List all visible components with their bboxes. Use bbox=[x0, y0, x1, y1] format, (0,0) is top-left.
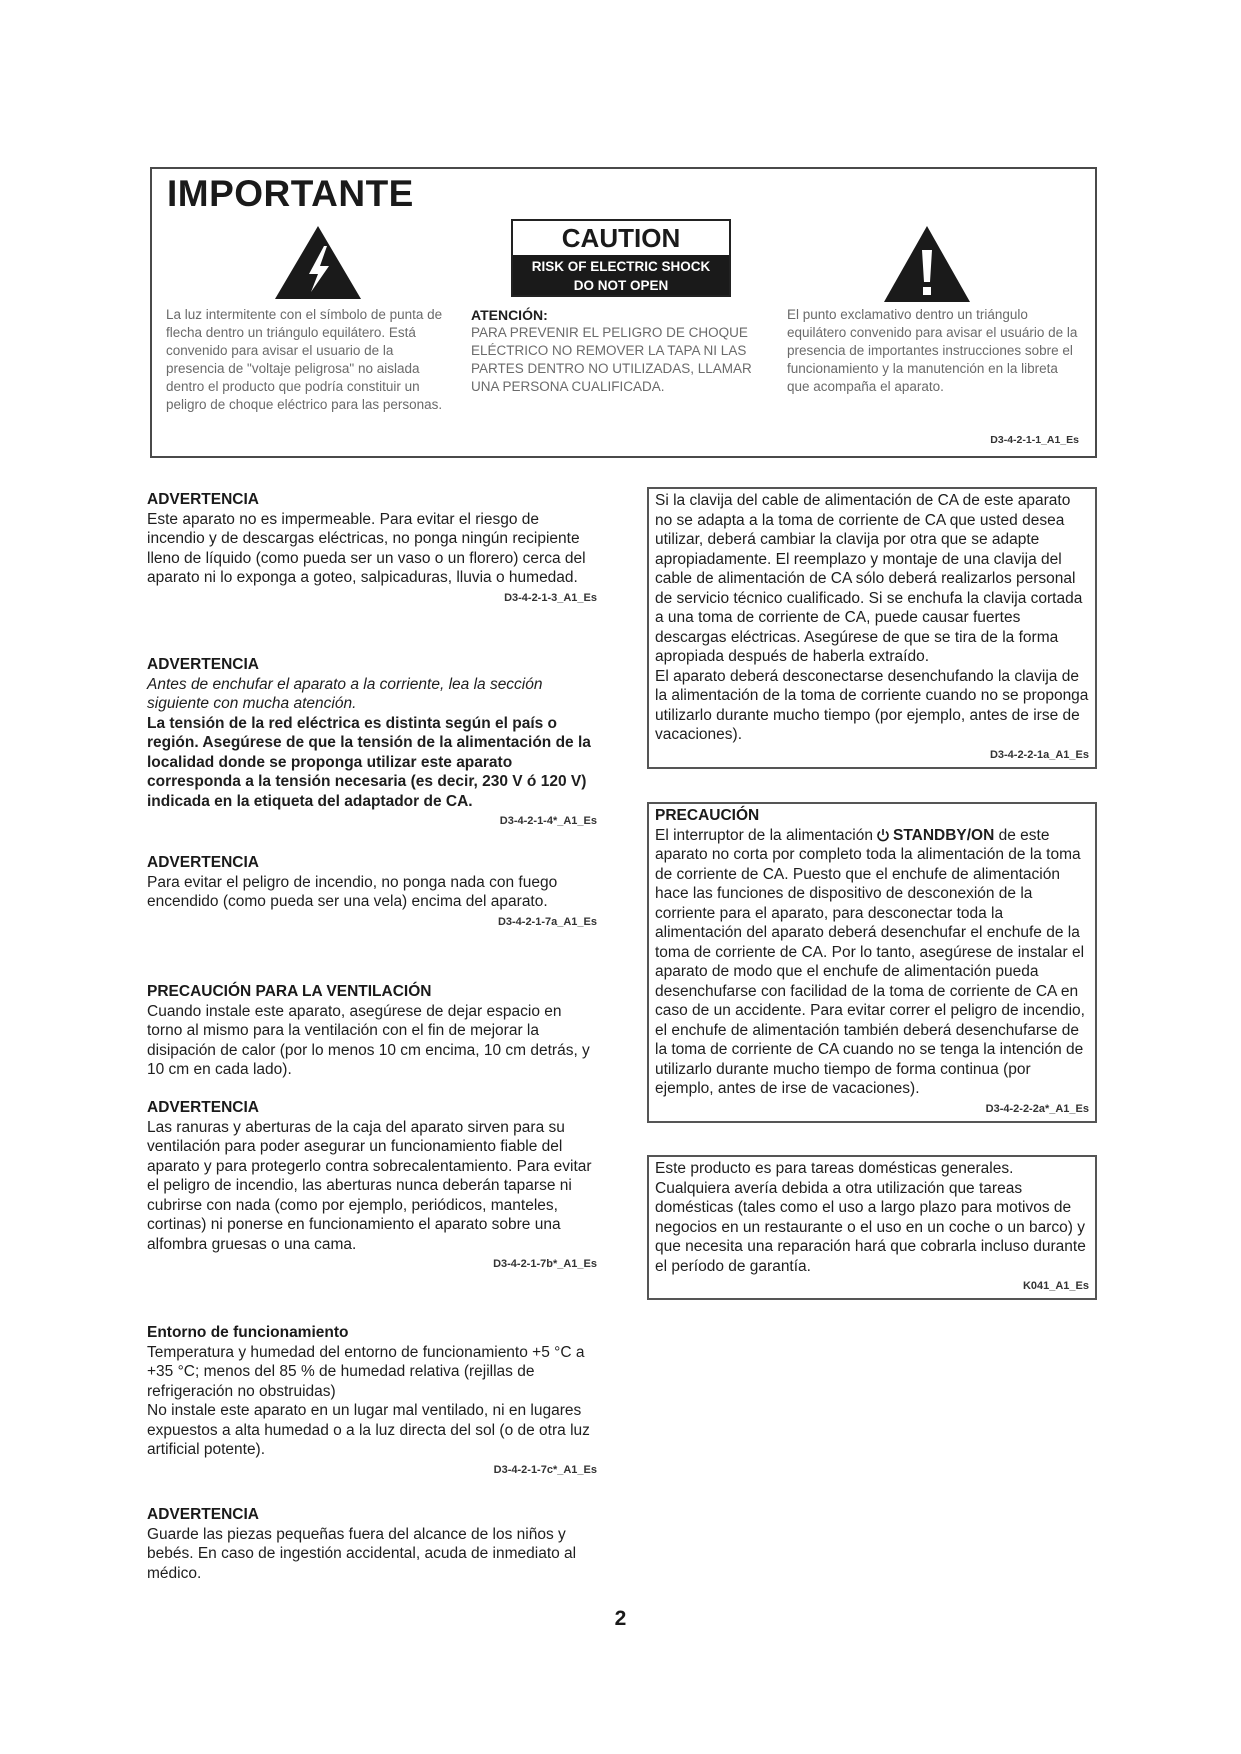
warning-openings bbox=[147, 1098, 597, 1274]
warning-voltage bbox=[147, 655, 597, 831]
atencion-block bbox=[471, 306, 766, 396]
section-body: Para evitar el peligro de incendio, no ponga nada con fuego encendido (como pueda ser una vela) encima del aparato. bbox=[147, 873, 558, 910]
ventilation-caution bbox=[147, 982, 597, 1080]
section-title: Entorno de funcionamiento bbox=[147, 1324, 349, 1341]
atencion-text: PARA PREVENIR EL PELIGRO DE CHOQUE ELÉCTRICO NO REMOVER LA TAPA NI LAS PARTES DENTRO NO UTILIZADAS, LLAMAR UNA PERSONA CUALIFICADA. bbox=[471, 325, 752, 394]
standby-on-label: STANDBY/ON bbox=[892, 826, 995, 844]
section-body: Guarde las piezas pequeñas fuera del alcance de los niños y bebés. En caso de ingestión accidental, acuda de inmediato al médico. bbox=[147, 1525, 577, 1582]
section-body: No instale este aparato en un lugar mal ventilado, ni en lugares expuestos a alta humedad o a la luz directa del sol (o de otra luz artificial potente). bbox=[147, 1402, 590, 1458]
warning-fire bbox=[147, 853, 597, 932]
caution-label bbox=[511, 219, 731, 297]
reference-code: D3-4-2-1-3_A1_Es bbox=[504, 591, 597, 604]
section-body: Este aparato no es impermeable. Para evitar el riesgo de incendio y de descargas eléctricas, no ponga ningún recipiente lleno de líquido (como pueda ser un vaso o un florero) cerca del aparato ni lo exponga a goteo, salpicaduras, lluvia o humedad. bbox=[147, 510, 586, 586]
importante-box bbox=[150, 167, 1097, 458]
reference-code: D3-4-2-2-1a_A1_Es bbox=[989, 748, 1089, 761]
section-body: Temperatura y humedad del entorno de funcionamiento +5 °C a +35 °C; menos del 85 % de humedad relativa (rejillas de refrigeración no obstruidas) bbox=[147, 1343, 585, 1400]
box-body-rest: de este aparato no corta por completo toda la alimentación de la toma de corriente de CA. Puesto que el enchufe de alimentación hace las funciones de dispositivo de desconexión de la corriente para el aparato, para desconectar toda la alimentación del aparato deberá desenchufar el enchufe de la toma de corriente de CA. Por lo tanto, asegúrese de instalar el aparato de modo que el enchufe de alimentación pueda desenchufarse con facilidad de la toma de corriente de CA en caso de un accidente. Para evitar correr el peligro de incendio, el enchufe de alimentación también deberá desenchufarse de la toma de corriente de CA cuando no se tenga la intención de utilizarlo durante mucho tiempo de forma continua (por ejemplo, antes de irse de vacaciones). bbox=[655, 826, 1085, 1097]
section-body: Cuando instale este aparato, asegúrese de dejar espacio en torno al mismo para la ventilación con el fin de mejorar la disipación de calor (por lo menos 10 cm encima, 10 cm detrás, y 10 cm en cada lado). bbox=[147, 1002, 590, 1078]
electric-shock-warning-icon bbox=[273, 224, 363, 301]
caution-line-2: DO NOT OPEN bbox=[573, 278, 669, 293]
box-body: Este producto es para tareas domésticas generales. Cualquiera avería debida a otra utilización que tareas domésticas (tales como el uso a largo plazo para motivos de negocios en un restaurante o el uso en un coche o un barco) y que necesita una reparación hará que cobrarla incluso durante el período de garantía. bbox=[655, 1160, 1086, 1275]
section-title: ADVERTENCIA bbox=[147, 854, 259, 871]
caution-line-1: RISK OF ELECTRIC SHOCK bbox=[531, 259, 711, 274]
box-title: PRECAUCIÓN bbox=[655, 807, 760, 824]
exclamation-symbol-description: El punto exclamativo dentro un triángulo equilátero convenido para avisar el usuário de la presencia de importantes instrucciones sobre el funcionamiento y la manutención en la libreta que acompaña el aparato. bbox=[787, 307, 1078, 394]
reference-code: K041_A1_Es bbox=[1022, 1280, 1089, 1292]
section-title: PRECAUCIÓN PARA LA VENTILACIÓN bbox=[147, 983, 432, 1000]
caution-title: CAUTION bbox=[561, 223, 681, 253]
section-title: ADVERTENCIA bbox=[147, 491, 259, 508]
section-title: ADVERTENCIA bbox=[147, 1506, 259, 1523]
importante-title: IMPORTANTE bbox=[167, 173, 414, 214]
operating-environment bbox=[147, 1323, 597, 1480]
section-body: Las ranuras y aberturas de la caja del aparato sirven para su ventilación para poder asegurar un funcionamiento fiable del aparato y para protegerlo contra sobrecalentamiento. Para evitar el peligro de incendio, las aberturas nunca deberán taparse ni cubrirse con nada (como por ejemplo, periódicos, manteles, cortinas) ni ponerse en funcionamiento el aparato sobre una alfombra gruesas o una cama. bbox=[147, 1118, 592, 1253]
plug-notice-box bbox=[647, 487, 1097, 769]
page-number: 2 bbox=[614, 1607, 627, 1630]
box-body bbox=[655, 826, 1089, 1099]
section-italic-note: Antes de enchufar el aparato a la corriente, lea la sección siguiente con mucha atención. bbox=[147, 675, 543, 712]
caution-subtitle bbox=[513, 255, 729, 295]
reference-code: D3-4-2-1-1_A1_Es bbox=[990, 434, 1079, 446]
box-body-start: El interruptor de la alimentación bbox=[655, 826, 873, 844]
box-body: El aparato deberá desconectarse desenchufando la clavija de la alimentación de la toma de corriente cuando no se proponga utilizarlo durante mucho tiempo (por ejemplo, antes de irse de vacaciones). bbox=[655, 667, 1089, 743]
reference-code: D3-4-2-2-2a*_A1_Es bbox=[985, 1102, 1089, 1115]
warning-water bbox=[147, 490, 597, 608]
standby-precaution-box bbox=[647, 802, 1097, 1123]
domestic-use-box bbox=[647, 1155, 1097, 1300]
atencion-heading: ATENCIÓN: bbox=[471, 307, 548, 323]
power-icon bbox=[876, 828, 890, 842]
section-title: ADVERTENCIA bbox=[147, 1099, 259, 1116]
shock-symbol-description: La luz intermitente con el símbolo de punta de flecha dentro un triángulo equilátero. Está convenido para avisar el usuario de la presencia de "voltaje peligrosa" no aislada dentro el producto que podría constituir un peligro de choque eléctrico para las personas. bbox=[166, 307, 443, 412]
reference-code: D3-4-2-1-4*_A1_Es bbox=[499, 815, 597, 827]
warning-small-parts bbox=[147, 1505, 597, 1583]
section-bold-body: La tensión de la red eléctrica es distinta según el país o región. Asegúrese de que la tensión de la alimentación de la localidad donde se proponga utilizar este aparato corresponda a la tensión necesaria (es decir, 230 V ó 120 V) indicada en la etiqueta del adaptador de CA. bbox=[147, 714, 591, 810]
box-body: Si la clavija del cable de alimentación de CA de este aparato no se adapta a la toma de corriente de CA que usted desea utilizar, deberá cambiar la clavija por otra que se adapte apropiadamente. El reemplazo y montaje de una clavija del cable de alimentación de CA sólo deberá realizarlos personal de servicio técnico cualificado. Si se enchufa la clavija cortada a una toma de corriente de CA, puede causar fuertes descargas eléctricas. Asegúrese de que se tira de la forma apropiada después de haberla extraído. bbox=[655, 492, 1083, 665]
reference-code: D3-4-2-1-7b*_A1_Es bbox=[493, 1258, 597, 1270]
reference-code: D3-4-2-1-7c*_A1_Es bbox=[493, 1463, 597, 1476]
reference-code: D3-4-2-1-7a_A1_Es bbox=[497, 915, 597, 928]
exclamation-warning-icon bbox=[882, 224, 972, 304]
section-title: ADVERTENCIA bbox=[147, 656, 259, 673]
